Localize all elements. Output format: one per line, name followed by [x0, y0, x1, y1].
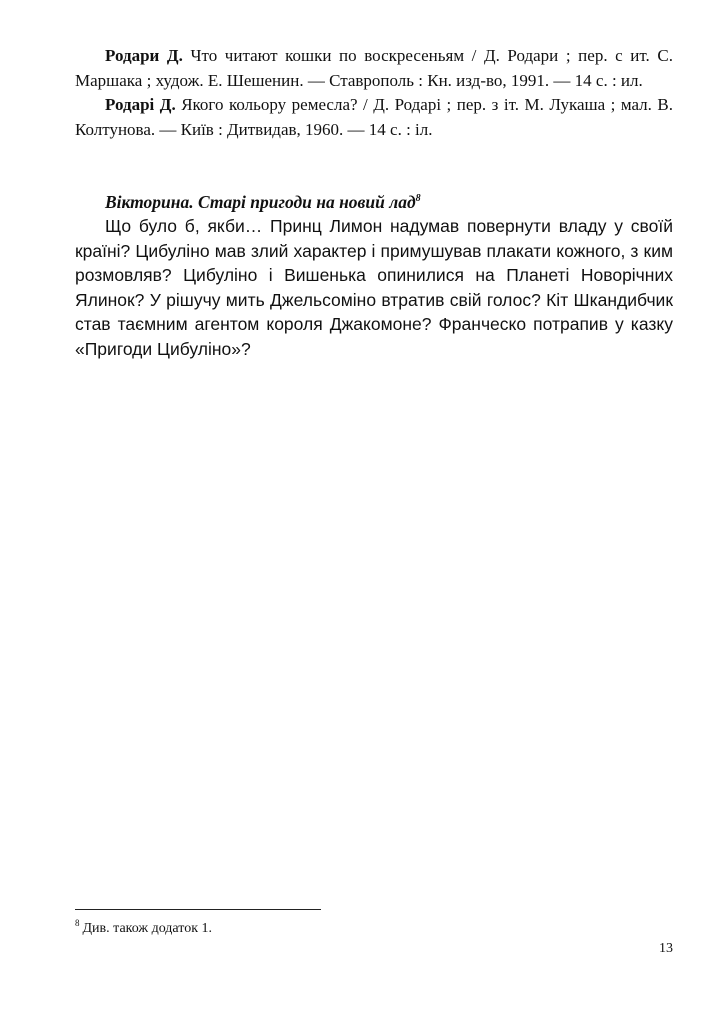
footnote-marker: 8 — [75, 918, 80, 929]
quiz-heading — [75, 190, 673, 214]
footnote — [75, 920, 212, 938]
footnote-text: Див. також додаток 1. — [82, 921, 212, 936]
entry-text: Что читают кошки по воскресеньям / Д. Родари ; пер. с ит. С. Маршака ; худож. Е. Шешенин. — Ставрополь : Кн. изд-во, 1991. — 14 с. : ил. — [75, 46, 673, 90]
page-number: 13 — [659, 941, 673, 956]
quiz-section — [75, 190, 673, 361]
quiz-heading-text: Вікторина. Старі пригоди на новий лад — [105, 192, 416, 212]
footnote-divider — [75, 909, 321, 910]
entry-text: Якого кольору ремесла? / Д. Родарі ; пер. з іт. М. Лукаша ; мал. В. Колтунова. — Київ : Дитвидав, 1960. — 14 с. : іл. — [75, 95, 673, 139]
bibliography-section — [75, 44, 673, 142]
quiz-body: Що було б, якби… Принц Лимон надумав повернути владу у своїй країні? Цибуліно мав злий характер і примушував плакати кожного, з ким розмовляв? Цибуліно і Вишенька опинилися на Планеті Новорічних Ялинок? У рішучу мить Джельсоміно втратив свій голос? Кіт Шкандибчик став таємним агентом короля Джакомоне? Франческо потрапив у казку «Пригоди Цибуліно»? — [75, 216, 673, 359]
entry-author: Родари Д. — [105, 46, 183, 65]
entry-author: Родарі Д. — [105, 95, 176, 114]
bibliography-entry — [75, 93, 673, 142]
footnote-reference: 8 — [415, 193, 421, 205]
bibliography-entry — [75, 44, 673, 93]
